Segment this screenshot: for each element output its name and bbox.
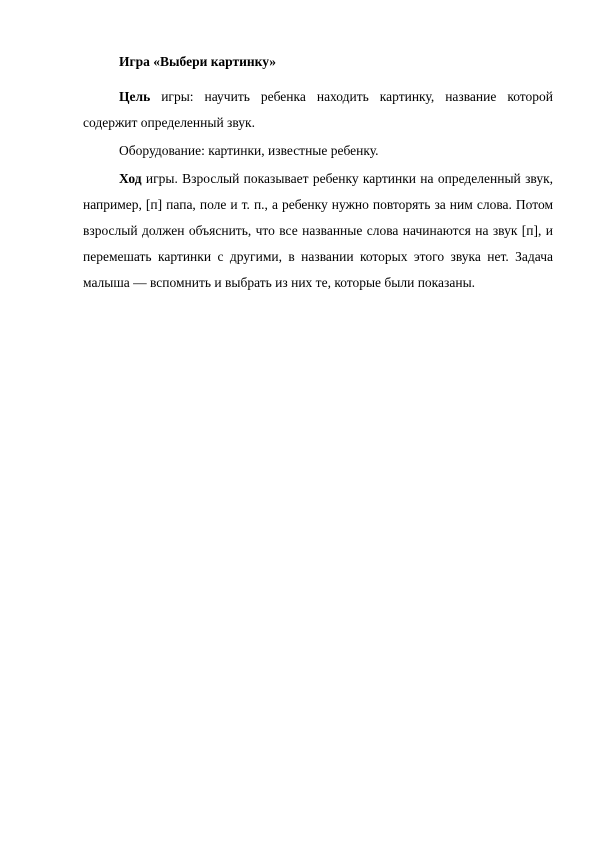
equipment-paragraph: [83, 138, 553, 164]
goal-lead: Цель: [119, 89, 151, 104]
goal-text: игры: научить ребенка находить картинку, название которой содержит определенный звук.: [83, 89, 553, 130]
course-paragraph: [83, 166, 553, 296]
document-title: Игра «Выбери картинку»: [119, 54, 277, 69]
goal-paragraph: [83, 84, 553, 136]
equipment-text: Оборудование: картинки, известные ребенку.: [119, 143, 379, 158]
course-lead: Ход: [119, 171, 142, 186]
course-text: игры. Взрослый показывает ребенку картинки на определенный звук, например, [п] папа, поле и т. п., а ребенку нужно повторять за ним слова. Потом взрослый должен объяснить, что все названные слова начинаются на звук [п], и перемешать картинки с другими, в названии которых этого звука нет. Задача малыша — вспомнить и выбрать из них те, которые были показаны.: [83, 171, 553, 290]
